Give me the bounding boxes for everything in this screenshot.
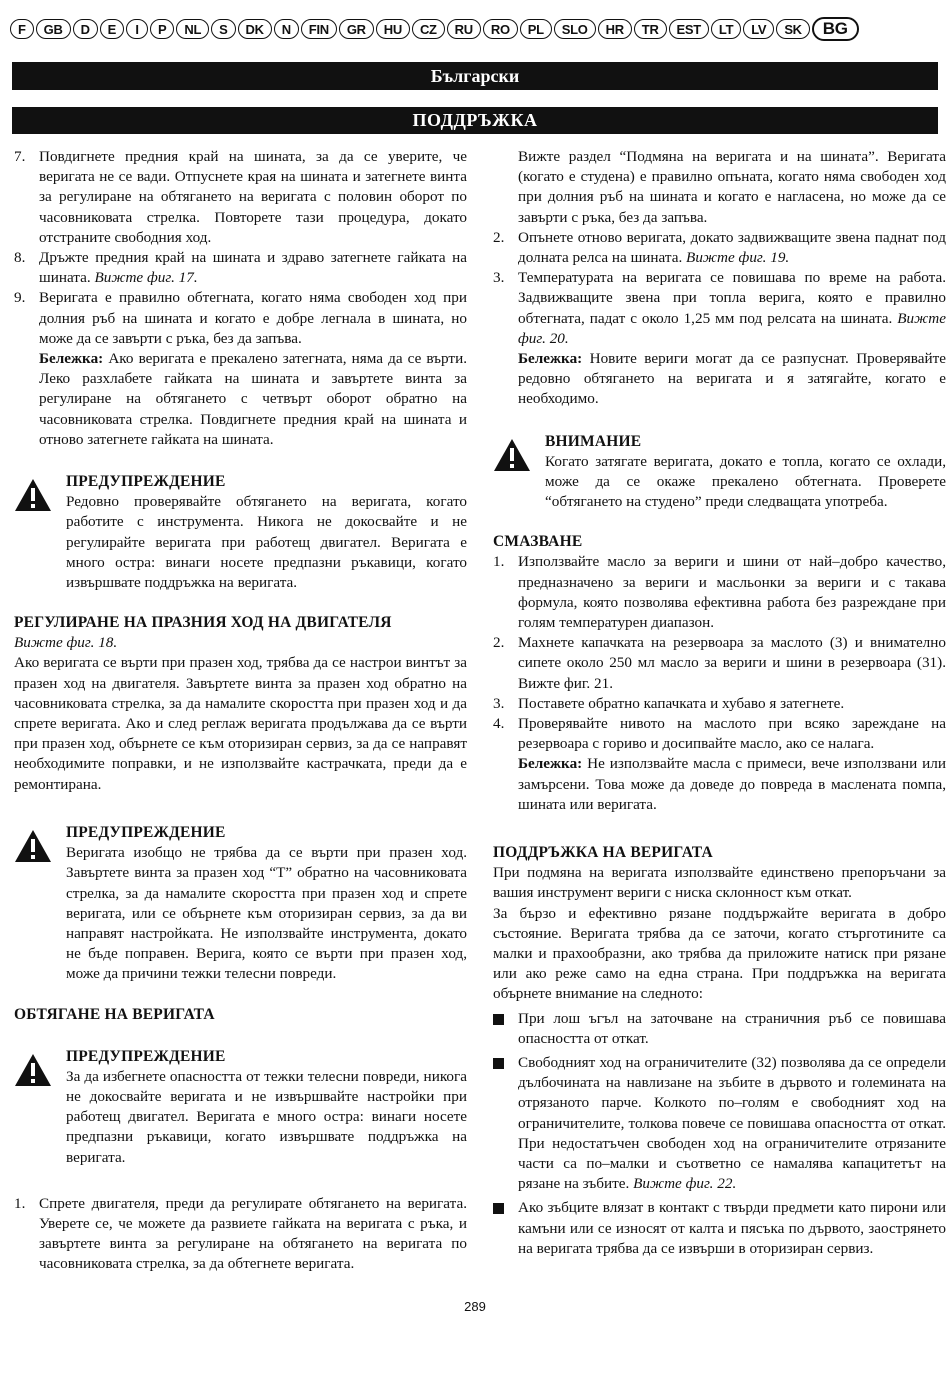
language-pill-lt: LT <box>711 19 741 39</box>
warning-icon <box>493 432 545 513</box>
heading-idle: РЕГУЛИРАНЕ НА ПРАЗНИЯ ХОД НА ДВИГАТЕЛЯ <box>14 614 392 632</box>
figure-reference: Вижте фиг. 18. <box>14 634 118 652</box>
language-pill-i: I <box>126 19 148 39</box>
warning-icon <box>14 1047 66 1168</box>
bullet-item: Ако зъбците влязат в контакт с твърди предмети като пирони или камъни или се износят от калта и пясъка по дървото, заострянето на веригата трябва да се извърши в оторизиран сервиз. <box>493 1198 946 1259</box>
caution-box <box>493 432 946 513</box>
warning-text: Редовно проверявайте обтягането на веригата, когато работите с инструмента. Никога не докосвайте и не регулирайте веригата при работещ двигател. Веригата е много остра: винаги носете предпазни ръкавици, когато извършвате поддръжка на веригата. <box>66 493 467 592</box>
language-title: Български <box>12 62 938 90</box>
language-pill-e: E <box>100 19 124 39</box>
list-item: 8. Дръжте предния край на шината и здраво затегнете гайката на шината. Вижте фиг. 17. <box>14 249 467 287</box>
note: Бележка: Не използвайте масла с примеси, вече използвани или замърсени. Това може да доведе до повреда в маслената помпа, шината или веригата. <box>518 755 946 813</box>
language-pill-tr: TR <box>634 19 667 39</box>
section-title: ПОДДРЪЖКА <box>12 107 938 134</box>
note: Бележка: Ако веригата е прекалено затегната, няма да се върти. Леко разхлабете гайката на шината и завъртете винта за регулиране на обтягането с четвърт оборот обратно на часовниковата стрелка. Повдигнете предния край на шината и отново затегнете гайката на шината. <box>39 350 467 448</box>
right-column <box>493 147 946 1259</box>
language-pill-s: S <box>211 19 235 39</box>
list-item: 3. Поставете обратно капачката и хубаво я затегнете. <box>493 694 845 712</box>
language-pill-gr: GR <box>339 19 374 39</box>
paragraph: Ако веригата се върти при празен ход, трябва да се настрои винтът за празен ход на двигателя. Завъртете винта за празен ход обратно на часовниковата стрелка, за да намалите скоростта при празен ход и да спрете веригата. Ако и след реглаж веригата продължава да се върти при празен ход, обърнете се към оторизиран сервиз, за да се направят необходимите поправки, и не използвайте кастрачката, преди да е ремонтирана. <box>14 654 467 793</box>
language-pill-sk: SK <box>776 19 809 39</box>
list-item: 2. Махнете капачката на резервоара за маслото (3) и внимателно сипете около 250 мл масло за вериги и шини в резервоара (31). Вижте фиг. 21. <box>493 634 946 692</box>
bullet-item: Свободният ход на ограничителите (32) позволява да се определи дълбочината на навлизане на зъбите в дървото и големината на отрязаното парче. Колкото по–голям е свободният ход на ограничителите, толкова повече се повишава опасността от откат. При недостатъчен свободен ход на ограничителите отрязаните части са по–малки и съответно се намалява капацитетът на рязане на зъбите. Вижте фиг. 22. <box>493 1053 946 1194</box>
language-pill-f: F <box>10 19 34 39</box>
bullet-square-icon <box>493 1198 518 1259</box>
bullet-item: При лош ъгъл на заточване на страничния ръб се повишава опасността от откат. <box>493 1009 946 1049</box>
language-pill-hr: HR <box>598 19 632 39</box>
bullet-square-icon <box>493 1009 518 1049</box>
list-item: 4. Проверявайте нивото на маслото при всяко зареждане на резервоара с гориво и досипвайте масло, ако се налага. <box>493 715 946 753</box>
language-pill-fin: FIN <box>301 19 337 39</box>
warning-icon <box>14 823 66 985</box>
language-pill-gb: GB <box>36 19 71 39</box>
figure-reference: Вижте фиг. 20. <box>518 309 946 347</box>
paragraph: За бързо и ефективно рязане поддържайте веригата в добро състояние. Веригата трябва да се заточи, когато стърготините са малки и прахообразни, ако трябва да приложите натиск при рязане или ако реже само на една страна. При поддръжка на веригата обърнете внимание на следното: <box>493 904 946 1003</box>
bullet-square-icon <box>493 1053 518 1194</box>
language-pill-est: EST <box>669 19 709 39</box>
list-item: 9. Веригата е правилно обтегната, когато няма свободен ход при долния ръб на шината и когато е добре легнала в шината, но може да се завърти с ръка, без да запъва. <box>14 289 467 347</box>
list-item: 1. Спрете двигателя, преди да регулирате обтягането на веригата. Уверете се, че можете да развиете гайката на веригата с ръка, и завъртете винта за регулиране на обтягането на веригата по часовниковата стрелка, за да обтегнете веригата. <box>14 1194 467 1273</box>
page-number: 289 <box>464 1299 486 1314</box>
caution-title: ВНИМАНИЕ <box>545 432 642 450</box>
warning-icon <box>14 472 66 593</box>
warning-title: ПРЕДУПРЕЖДЕНИЕ <box>66 1047 226 1065</box>
figure-reference: Вижте фиг. 22. <box>633 1175 737 1193</box>
figure-reference: Вижте фиг. 17. <box>94 269 198 287</box>
heading-tension: ОБТЯГАНЕ НА ВЕРИГАТА <box>14 1005 215 1023</box>
caution-text: Когато затягате веригата, докато е топла, когато се охлади, може да се окаже прекалено обтегната. Проверете “обтягането на студено” преди следващата употреба. <box>545 452 946 511</box>
language-pill-d: D <box>73 19 98 39</box>
warning-box <box>14 472 467 593</box>
list-item: 2. Опънете отново веригата, докато задвижващите звена паднат под долната релса на шината. Вижте фиг. 19. <box>493 228 946 267</box>
language-pill-ro: RO <box>483 19 518 39</box>
language-pill-bg: BG <box>812 17 859 41</box>
paragraph: При подмяна на веригата използвайте единствено препоръчани за вашия инструмент вериги с ниска склонност към откат. <box>493 864 946 902</box>
warning-title: ПРЕДУПРЕЖДЕНИЕ <box>66 473 226 491</box>
warning-box <box>14 1047 467 1168</box>
language-pill-pl: PL <box>520 19 552 39</box>
figure-reference: Вижте фиг. 19. <box>686 249 790 267</box>
language-pill-hu: HU <box>376 19 410 39</box>
warning-text: Веригата изобщо не трябва да се върти при празен ход. Завъртете винта за празен ход “T” обратно на часовниковата стрелка, за да намалите скоростта при празен ход и спрете веригата, или се обърнете към оторизиран сервиз, за да ви направят настройката. Не използвайте инструмента, докато не бъде поправен. Верига, която се върти при празен ход, може да причини тежки телесни повреди. <box>66 844 467 983</box>
heading-lubrication: СМАЗВАНЕ <box>493 533 583 551</box>
heading-chain-maintenance: ПОДДРЪЖКА НА ВЕРИГАТА <box>493 844 713 862</box>
warning-text: За да избегнете опасността от тежки телесни повреди, никога не докосвайте веригата и не извършвайте настройки при работещ двигател. Веригата е много остра: винаги носете предпазни ръкавици, когато извършвате поддръжка на веригата. <box>66 1067 467 1166</box>
language-pill-lv: LV <box>743 19 774 39</box>
language-pill-n: N <box>274 19 299 39</box>
note: Бележка: Новите вериги могат да се разпуснат. Проверявайте редовно обтягането на веригата и я затягайте, когато е необходимо. <box>518 350 946 408</box>
language-pill-dk: DK <box>238 19 272 39</box>
language-pill-nl: NL <box>176 19 209 39</box>
warning-box <box>14 823 467 985</box>
list-item: 1. Използвайте масло за вериги и шини от най–добро качество, предназначено за вериги и масльонки за вериги и с такава формула, която позволява ефективна работа без разреждане при голям температурен диапазон. <box>493 553 946 632</box>
paragraph: Вижте раздел “Подмяна на веригата и на шината”. Веригата (когато е студена) е правилно опъната, когато няма свободен ход при долния ръб на шината и когато е нагласена, но може да се завърти с ръка, без да запъва. <box>518 148 946 226</box>
list-item: 7. Повдигнете предния край на шината, за да се уверите, че веригата не се вади. Отпуснете края на шината и затегнете винта за регулиране на обтягането на веригата с половин оборот по часовниковата стрелка. Повторете тази процедура, докато отстраните свободния ход. <box>14 148 467 246</box>
language-pill-ru: RU <box>447 19 481 39</box>
language-pill-cz: CZ <box>412 19 445 39</box>
language-pill-p: P <box>150 19 174 39</box>
language-bar <box>10 17 940 41</box>
list-item: 3. Температурата на веригата се повишава по време на работа. Задвижващите звена при топла верига, която е правилно обтегната, падат с около 1,25 мм под релсата на шината. Вижте фиг. 20. <box>493 269 946 347</box>
language-pill-slo: SLO <box>554 19 596 39</box>
left-column <box>14 147 467 1275</box>
warning-title: ПРЕДУПРЕЖДЕНИЕ <box>66 823 226 841</box>
